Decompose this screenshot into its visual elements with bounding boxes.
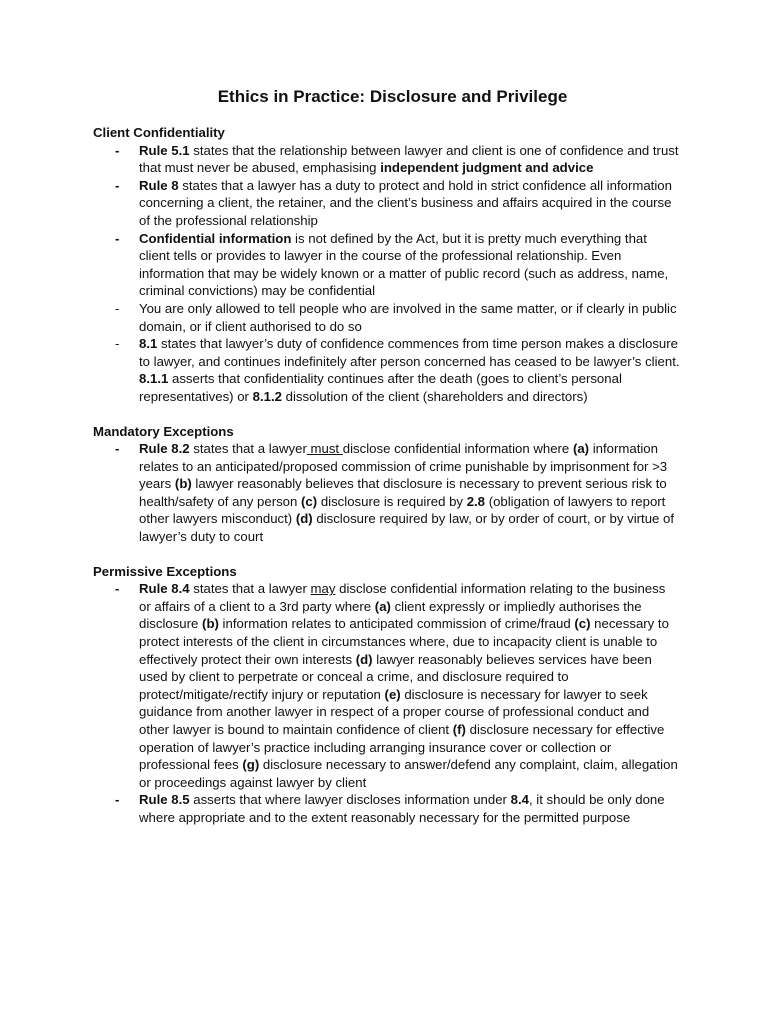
section-client-confidentiality bbox=[93, 124, 680, 406]
bold-text: 8.1.2 bbox=[252, 388, 282, 404]
body-text: (obligation of lawyers to report other lawyers misconduct) bbox=[139, 493, 666, 527]
body-text: information relates to an anticipated/proposed commission of crime punishable by imprisonment for >3 years bbox=[139, 441, 668, 492]
bold-text: Rule 8.5 bbox=[139, 792, 190, 808]
body-text: states that lawyer’s duty of confidence commences from time person makes a disclosure to lawyer, and continues indefinitely after person concerned has ceased to be lawyer’s client. bbox=[139, 336, 680, 369]
bullet-dash: - bbox=[115, 177, 120, 193]
bold-text: (a) bbox=[374, 598, 391, 614]
body-text: states that the relationship between lawyer and client is one of confidence and trust that must never be abused, emphasising bbox=[139, 142, 679, 176]
body-text: lawyer reasonably believes services have been used by client to perpetrate or conceal a crime, and disclosure required to protect/mitigate/rectify injury or reputation bbox=[139, 651, 652, 702]
section-permissive-exceptions bbox=[93, 563, 680, 827]
bold-text: Rule 5.1 bbox=[139, 142, 190, 158]
bold-text: (b) bbox=[174, 476, 192, 492]
bold-text: Rule 8 bbox=[139, 177, 179, 193]
bold-text: Rule 8.4 bbox=[139, 581, 190, 597]
section-heading: Mandatory Exceptions bbox=[93, 423, 234, 439]
bold-text: (c) bbox=[301, 493, 318, 509]
underlined-text: must bbox=[306, 441, 343, 457]
bold-text: (f) bbox=[452, 722, 466, 737]
body-text: dissolution of the client (shareholders and directors) bbox=[281, 388, 588, 404]
body-text: disclosure required by law, or by order of court, or by virtue of lawyer’s duty to court bbox=[139, 511, 675, 545]
list-item bbox=[93, 791, 680, 826]
body-text: lawyer reasonably believes that disclosure is necessary to prevent serious risk to health/safety of any person bbox=[139, 476, 667, 509]
bullet-dash: - bbox=[115, 336, 120, 352]
bold-text: 8.1.1 bbox=[139, 371, 169, 387]
underlined-text: may bbox=[310, 581, 336, 597]
body-text: You are only allowed to tell people who are involved in the same matter, or if clearly in public domain, or if client authorised to do so bbox=[139, 300, 677, 334]
list-item bbox=[93, 230, 680, 300]
bullet-dash: - bbox=[115, 581, 120, 597]
bold-text: (a) bbox=[572, 441, 590, 457]
body-text: , it should be only done where appropriate and to the extent reasonably necessary for the permitted purpose bbox=[139, 792, 665, 825]
bullet-list bbox=[93, 440, 680, 546]
body-text: states that a lawyer bbox=[189, 441, 307, 457]
bold-text: Confidential information bbox=[139, 230, 292, 246]
bold-text: (d) bbox=[295, 511, 313, 527]
body-text: disclosure is required by bbox=[317, 493, 467, 509]
bullet-dash: - bbox=[115, 441, 120, 457]
bullet-list bbox=[93, 142, 680, 406]
bold-text: 8.4 bbox=[510, 792, 529, 808]
body-text: disclose confidential information relating to the business or affairs of a client to a 3rd party where bbox=[139, 581, 666, 614]
list-item bbox=[93, 335, 680, 405]
bold-text: independent judgment and advice bbox=[380, 160, 594, 176]
list-item bbox=[93, 440, 680, 546]
body-text: necessary to protect interests of the client in circumstances where, due to incapacity client is unable to effectively protect their own interests bbox=[139, 616, 669, 667]
body-text: is not defined by the Act, but it is pretty much everything that client tells or provides to lawyer in the course of the professional relationship. Even information that may be widely known or a matter of public record (such as address, name, criminal convictions) may be confidential bbox=[139, 230, 669, 299]
document-title: Ethics in Practice: Disclosure and Privilege bbox=[217, 87, 568, 106]
bold-text: 8.1 bbox=[139, 336, 158, 352]
bold-text: Rule 8.2 bbox=[139, 441, 190, 457]
body-text: client expressly or impliedly authorises the disclosure bbox=[139, 598, 642, 632]
section-mandatory-exceptions bbox=[93, 423, 680, 546]
body-text: states that a lawyer has a duty to protect and hold in strict confidence all information concerning a client, the retainer, and the client’s business and affairs acquired in the course of the professional relationship bbox=[139, 177, 672, 228]
body-text: asserts that where lawyer discloses information under bbox=[189, 792, 511, 808]
bold-text: (c) bbox=[574, 616, 591, 632]
bullet-dash: - bbox=[115, 230, 120, 246]
bold-text: (b) bbox=[202, 616, 219, 632]
body-text: states that a lawyer bbox=[189, 581, 311, 597]
section-heading: Permissive Exceptions bbox=[93, 563, 237, 579]
body-text: disclose confidential information where bbox=[342, 441, 573, 457]
bold-text: 2.8 bbox=[466, 493, 486, 509]
bullet-dash: - bbox=[115, 300, 120, 316]
list-item bbox=[93, 142, 680, 177]
bold-text: (e) bbox=[384, 686, 401, 702]
bold-text: (d) bbox=[355, 651, 373, 667]
list-item bbox=[93, 580, 680, 791]
bullet-list bbox=[93, 580, 680, 826]
bold-text: (g) bbox=[242, 757, 260, 773]
body-text: information relates to anticipated commission of crime/fraud bbox=[218, 616, 575, 632]
body-text: disclosure necessary for effective operation of lawyer’s practice including arranging insurance cover or collection or professional fees bbox=[139, 722, 665, 773]
body-text: disclosure is necessary for lawyer to seek guidance from another lawyer in respect of a proper course of professional conduct and other lawyer is bound to maintain confidence of client bbox=[139, 686, 650, 737]
body-text: disclosure necessary to answer/defend any complaint, claim, allegation or proceedings against lawyer by client bbox=[139, 757, 678, 790]
list-item bbox=[93, 177, 680, 230]
list-item bbox=[93, 300, 680, 335]
body-text: asserts that confidentiality continues after the death (goes to client’s personal representatives) or bbox=[139, 371, 622, 404]
bullet-dash: - bbox=[115, 792, 120, 808]
bullet-dash: - bbox=[115, 142, 120, 158]
section-heading: Client Confidentiality bbox=[93, 125, 225, 140]
